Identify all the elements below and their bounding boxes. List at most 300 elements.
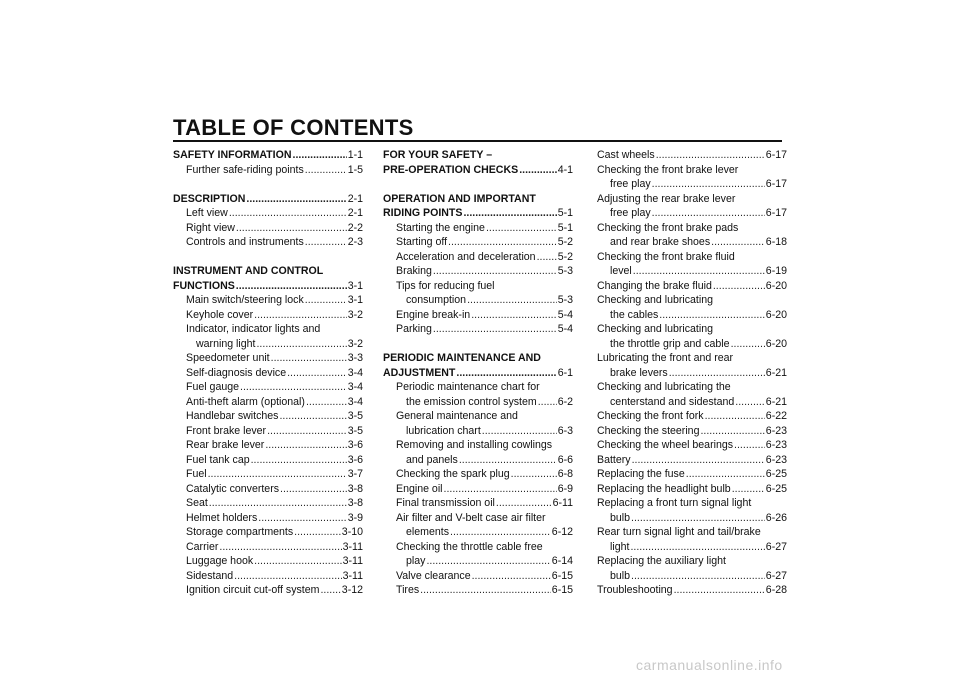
toc-page-number: 6-3 <box>557 424 573 437</box>
toc-entry-title: Carrier <box>186 540 219 553</box>
toc-entry-title: ADJUSTMENT <box>383 366 456 379</box>
toc-page-number: 3-11 <box>342 555 363 567</box>
toc-entry <box>173 221 363 236</box>
toc-entry <box>597 482 787 497</box>
dot-leader <box>735 395 765 410</box>
toc-page-number: 5-2 <box>557 236 573 248</box>
toc-page-number: 1-5 <box>347 163 363 176</box>
toc-entry <box>173 395 363 410</box>
dot-leader <box>656 148 765 163</box>
toc-entry <box>383 525 573 540</box>
dot-leader <box>448 235 557 250</box>
toc-entry-title: Indicator, indicator lights and <box>186 323 321 335</box>
toc-page-number: 6-23 <box>765 439 787 451</box>
dot-leader <box>459 453 557 468</box>
toc-entry <box>383 424 573 439</box>
toc-entry-title: Checking the throttle cable free <box>396 540 543 553</box>
toc-entry <box>173 540 363 555</box>
dot-leader <box>630 540 764 555</box>
toc-page-number: 2-2 <box>347 221 363 234</box>
toc-entry <box>383 569 573 584</box>
toc-entry <box>173 235 363 250</box>
toc-page-number: 3-6 <box>347 453 363 466</box>
dot-leader <box>280 482 347 497</box>
toc-entry <box>597 148 787 163</box>
toc-entry <box>173 163 363 178</box>
toc-entry <box>597 351 787 366</box>
toc-section-entry <box>173 192 363 207</box>
dot-leader <box>731 337 765 352</box>
toc-entry-title: bulb <box>610 569 631 582</box>
toc-page-number: 3-8 <box>347 482 363 495</box>
toc-entry-title: Main switch/steering lock <box>186 294 304 306</box>
dot-leader <box>271 351 347 366</box>
toc-section-entry <box>383 163 573 178</box>
toc-entry-title: Parking <box>396 323 432 335</box>
toc-entry-title: General maintenance and <box>396 410 518 422</box>
toc-entry <box>173 496 363 511</box>
toc-page-number: 2-1 <box>347 207 363 219</box>
toc-page-number: 6-23 <box>765 424 787 437</box>
toc-entry-title: Valve clearance <box>396 569 471 582</box>
toc-entry-title: Removing and installing cowlings <box>396 439 553 451</box>
toc-page-number: 6-26 <box>765 511 787 524</box>
toc-page-number: 6-18 <box>765 236 787 248</box>
toc-section-heading: INSTRUMENT AND CONTROL <box>173 265 324 277</box>
toc-entry <box>383 453 573 468</box>
toc-page-number: 6-12 <box>551 526 573 538</box>
toc-entry <box>597 554 787 569</box>
dot-leader <box>254 308 347 323</box>
toc-column-1 <box>173 148 363 598</box>
toc-page-number: 5-3 <box>557 294 573 306</box>
toc-entry <box>173 409 363 424</box>
dot-leader <box>208 467 347 482</box>
toc-entry <box>597 279 787 294</box>
toc-column-2 <box>383 148 573 598</box>
dot-leader <box>669 366 765 381</box>
toc-entry-title: Self-diagnosis device <box>186 366 287 379</box>
toc-page-number: 5-3 <box>557 265 573 277</box>
toc-entry <box>597 395 787 410</box>
toc-entry-title: Helmet holders <box>186 511 258 524</box>
toc-entry-title: Catalytic converters <box>186 482 280 495</box>
toc-entry <box>383 250 573 265</box>
dot-leader <box>496 496 552 511</box>
toc-entry-title: Fuel gauge <box>186 381 240 393</box>
toc-page-number: 6-8 <box>557 468 573 480</box>
dot-leader <box>463 206 556 221</box>
dot-leader <box>686 467 765 482</box>
dot-leader <box>633 264 765 279</box>
toc-entry <box>173 366 363 381</box>
toc-page-number: 3-9 <box>347 511 363 524</box>
dot-leader <box>306 395 347 410</box>
toc-entry-title: Speedometer unit <box>186 352 270 364</box>
dot-leader <box>472 569 551 584</box>
dot-leader <box>305 163 347 178</box>
dot-leader <box>426 554 550 569</box>
toc-page-number: 6-15 <box>551 584 573 596</box>
toc-page-number: 3-12 <box>341 584 363 596</box>
toc-page-number: 2-1 <box>347 192 363 205</box>
toc-entry-title: Replacing the fuse <box>597 468 685 480</box>
dot-leader <box>674 583 765 598</box>
dot-leader <box>511 467 557 482</box>
toc-page-number: 6-23 <box>765 453 787 466</box>
toc-entry <box>173 453 363 468</box>
toc-entry-title: Fuel tank cap <box>186 453 250 466</box>
dot-leader <box>234 569 341 584</box>
dot-leader <box>659 308 765 323</box>
toc-entry <box>597 540 787 555</box>
toc-page-number: 3-1 <box>347 294 363 306</box>
dot-leader <box>240 380 347 395</box>
dot-leader <box>420 583 551 598</box>
toc-entry-title: Further safe-riding points <box>186 163 304 176</box>
dot-leader <box>433 322 557 337</box>
toc-entry-title: bulb <box>610 511 631 524</box>
toc-entry-title: FUNCTIONS <box>173 279 235 292</box>
toc-entry-title: free play <box>610 207 651 219</box>
toc-entry <box>383 279 573 294</box>
page-title: TABLE OF CONTENTS <box>173 115 414 140</box>
toc-entry-title: Periodic maintenance chart for <box>396 381 540 393</box>
toc-entry <box>173 525 363 540</box>
toc-entry <box>383 467 573 482</box>
dot-leader <box>209 496 347 511</box>
toc-page-number: 6-9 <box>557 482 573 495</box>
toc-page-number: 3-8 <box>347 497 363 509</box>
toc-page-number: 6-1 <box>557 366 573 379</box>
dot-leader <box>631 569 765 584</box>
toc-entry-title: Right view <box>186 221 235 234</box>
dot-leader <box>538 395 557 410</box>
toc-entry-title: the cables <box>610 308 659 321</box>
dot-leader <box>456 366 556 381</box>
toc-page-number: 6-17 <box>765 207 787 219</box>
toc-page-number: 6-17 <box>765 178 787 190</box>
toc-entry <box>173 351 363 366</box>
toc-entry-title: Checking the front fork <box>597 410 704 422</box>
toc-page-number: 5-4 <box>557 323 573 335</box>
toc-entry-title: and rear brake shoes <box>610 236 711 248</box>
toc-entry <box>597 583 787 598</box>
toc-entry-title: Seat <box>186 497 208 509</box>
toc-entry-title: Checking the front brake pads <box>597 221 739 234</box>
toc-entry-title: Adjusting the rear brake lever <box>597 192 736 205</box>
toc-section-entry <box>383 366 573 381</box>
dot-leader <box>305 235 347 250</box>
toc-entry <box>597 525 787 540</box>
toc-entry <box>597 206 787 221</box>
toc-section-entry <box>173 148 363 163</box>
dot-leader <box>652 206 765 221</box>
toc-entry <box>173 380 363 395</box>
toc-entry-title: Anti-theft alarm (optional) <box>186 395 305 408</box>
dot-leader <box>711 235 765 250</box>
dot-leader <box>236 221 347 236</box>
toc-entry <box>383 235 573 250</box>
toc-entry-title: Controls and instruments <box>186 236 304 248</box>
toc-page-number: 6-25 <box>765 482 787 495</box>
toc-page-number: 6-22 <box>765 410 787 422</box>
toc-entry-title: Checking and lubricating <box>597 294 714 306</box>
toc-entry-title: RIDING POINTS <box>383 207 463 219</box>
toc-entry-title: Lubricating the front and rear <box>597 352 734 364</box>
toc-entry-title: free play <box>610 178 651 190</box>
toc-entry-title: Ignition circuit cut-off system <box>186 584 320 596</box>
toc-entry-title: level <box>610 265 632 277</box>
dot-leader <box>700 424 764 439</box>
toc-entry-title: Checking the front brake fluid <box>597 250 735 263</box>
toc-page-number: 3-1 <box>347 279 363 292</box>
toc-entry-title: the throttle grip and cable <box>610 337 730 350</box>
toc-entry-title: play <box>406 555 426 567</box>
toc-page-number: 6-21 <box>765 366 787 379</box>
toc-entry <box>597 424 787 439</box>
toc-entry <box>173 554 363 569</box>
toc-entry-title: Acceleration and deceleration <box>396 250 536 263</box>
toc-entry-title: Checking and lubricating <box>597 323 714 335</box>
toc-entry-title: Checking the steering <box>597 424 700 437</box>
toc-page-number: 3-7 <box>347 468 363 480</box>
toc-entry <box>383 395 573 410</box>
toc-entry <box>597 467 787 482</box>
toc-entry <box>597 250 787 265</box>
dot-leader <box>254 554 341 569</box>
dot-leader <box>265 438 346 453</box>
toc-entry <box>173 583 363 598</box>
dot-leader <box>293 148 347 163</box>
toc-entry <box>597 569 787 584</box>
toc-page-number: 6-20 <box>765 279 787 292</box>
toc-entry-title: Engine oil <box>396 482 443 495</box>
toc-page-number: 6-6 <box>557 453 573 466</box>
toc-entry <box>173 482 363 497</box>
toc-entry-title: Keyhole cover <box>186 308 254 321</box>
toc-entry-title: SAFETY INFORMATION <box>173 149 292 161</box>
toc-entry-title: Replacing the auxiliary light <box>597 555 726 567</box>
toc-page-number: 5-1 <box>557 221 573 234</box>
dot-leader <box>631 511 765 526</box>
toc-page-number: 6-28 <box>765 584 787 596</box>
toc-page-number: 3-4 <box>347 395 363 408</box>
toc-entry-title: Rear turn signal light and tail/brake <box>597 526 761 538</box>
toc-page-number: 3-10 <box>341 526 363 538</box>
toc-page-number: 3-2 <box>347 308 363 321</box>
toc-entry-title: Replacing a front turn signal light <box>597 497 752 509</box>
toc-entry <box>383 496 573 511</box>
toc-page-number: 3-4 <box>347 381 363 393</box>
toc-entry-title: elements <box>406 526 449 538</box>
toc-page-number: 6-25 <box>765 468 787 480</box>
toc-page-number: 6-11 <box>552 497 573 509</box>
toc-entry-title: Engine break-in <box>396 308 471 321</box>
toc-entry-title: Checking the front brake lever <box>597 163 739 176</box>
toc-page-number: 6-20 <box>765 308 787 321</box>
toc-entry-title: brake levers <box>610 366 668 379</box>
toc-page-number: 3-11 <box>342 540 363 553</box>
dot-leader <box>229 206 347 221</box>
toc-entry <box>173 511 363 526</box>
dot-leader <box>519 163 557 178</box>
dot-leader <box>450 525 551 540</box>
toc-entry <box>597 438 787 453</box>
toc-entry <box>383 554 573 569</box>
toc-entry <box>597 192 787 207</box>
toc-entry <box>597 511 787 526</box>
toc-entry-title: lubrication chart <box>406 424 481 437</box>
toc-entry <box>383 540 573 555</box>
toc-entry-title: PRE-OPERATION CHECKS <box>383 163 519 176</box>
dot-leader <box>486 221 557 236</box>
toc-entry <box>383 221 573 236</box>
dot-leader <box>305 293 347 308</box>
dot-leader <box>444 482 557 497</box>
toc-page-number: 1-1 <box>347 149 363 161</box>
dot-leader <box>652 177 765 192</box>
toc-page-number: 6-14 <box>551 555 573 567</box>
toc-entry-title: Battery <box>597 453 631 466</box>
toc-entry <box>597 163 787 178</box>
dot-leader <box>734 438 765 453</box>
toc-section-entry <box>383 206 573 221</box>
toc-page-number: 6-20 <box>765 337 787 350</box>
toc-entry-title: Handlebar switches <box>186 410 279 422</box>
toc-entry-title: consumption <box>406 294 467 306</box>
toc-column-3 <box>597 148 787 598</box>
toc-entry <box>173 569 363 584</box>
toc-entry <box>597 308 787 323</box>
toc-entry <box>173 467 363 482</box>
dot-leader <box>732 482 765 497</box>
toc-entry <box>597 322 787 337</box>
toc-entry <box>383 293 573 308</box>
toc-entry <box>597 293 787 308</box>
dot-leader <box>471 308 556 323</box>
toc-entry <box>173 308 363 323</box>
dot-leader <box>219 540 341 555</box>
toc-entry-title: warning light <box>196 337 256 350</box>
toc-entry <box>173 438 363 453</box>
toc-entry <box>173 337 363 352</box>
toc-entry <box>597 496 787 511</box>
dot-leader <box>433 264 557 279</box>
toc-entry-title: Starting off <box>396 236 448 248</box>
toc-entry-title: light <box>610 540 630 553</box>
toc-entry <box>383 438 573 453</box>
toc-entry <box>597 177 787 192</box>
toc-entry-title: Tires <box>396 584 420 596</box>
toc-page-number: 3-4 <box>347 366 363 379</box>
toc-entry <box>597 409 787 424</box>
toc-entry-title: Sidestand <box>186 569 234 582</box>
toc-page-number: 4-1 <box>557 163 573 176</box>
toc-page-number: 6-27 <box>765 569 787 582</box>
toc-entry <box>597 264 787 279</box>
toc-entry <box>173 322 363 337</box>
toc-entry-title: and panels <box>406 453 458 466</box>
toc-entry-title: Final transmission oil <box>396 497 495 509</box>
dot-leader <box>713 279 765 294</box>
toc-entry <box>383 511 573 526</box>
toc-page-number: 6-19 <box>765 265 787 277</box>
dot-leader <box>251 453 347 468</box>
toc-page-number: 5-1 <box>557 207 573 219</box>
toc-entry-title: Fuel <box>186 468 207 480</box>
toc-page-number: 6-2 <box>557 395 573 408</box>
toc-page-number: 6-27 <box>765 540 787 553</box>
toc-section-entry <box>173 279 363 294</box>
toc-entry-title: Tips for reducing fuel <box>396 279 495 292</box>
watermark: carmanualsonline.info <box>636 657 783 673</box>
toc-page-number: 3-5 <box>347 424 363 437</box>
toc-entry-title: the emission control system <box>406 395 537 408</box>
toc-entry-title: Front brake lever <box>186 424 267 437</box>
toc-page-number: 3-11 <box>342 569 363 582</box>
toc-entry <box>173 424 363 439</box>
toc-entry-title: Rear brake lever <box>186 439 265 451</box>
toc-entry-title: Left view <box>186 207 228 219</box>
toc-entry-title: Luggage hook <box>186 555 254 567</box>
toc-entry-title: Troubleshooting <box>597 584 673 596</box>
toc-entry <box>383 264 573 279</box>
toc-entry-title: Cast wheels <box>597 149 655 161</box>
toc-entry-title: Changing the brake fluid <box>597 279 712 292</box>
toc-page-number: 6-17 <box>765 149 787 161</box>
toc-entry <box>383 583 573 598</box>
dot-leader <box>236 279 347 294</box>
dot-leader <box>320 583 340 598</box>
toc-entry <box>383 308 573 323</box>
toc-page-number: 2-3 <box>347 236 363 248</box>
toc-entry <box>383 322 573 337</box>
toc-entry <box>597 337 787 352</box>
toc-entry-title: Air filter and V-belt case air filter <box>396 511 546 524</box>
toc-section-heading: PERIODIC MAINTENANCE AND <box>383 352 541 364</box>
toc-entry <box>383 482 573 497</box>
dot-leader <box>632 453 765 468</box>
toc-page-number: 6-15 <box>551 569 573 582</box>
toc-entry <box>597 235 787 250</box>
toc-entry-title: centerstand and sidestand <box>610 395 735 408</box>
toc-entry <box>597 380 787 395</box>
toc-entry-title: Starting the engine <box>396 221 485 234</box>
toc-section-heading: FOR YOUR SAFETY – <box>383 149 493 161</box>
dot-leader <box>537 250 557 265</box>
toc-entry <box>597 221 787 236</box>
toc-entry <box>383 380 573 395</box>
toc-entry <box>383 409 573 424</box>
dot-leader <box>705 409 765 424</box>
dot-leader <box>267 424 347 439</box>
toc-entry-title: Checking and lubricating the <box>597 381 731 393</box>
toc-entry-title: Replacing the headlight bulb <box>597 482 731 495</box>
toc-entry-title: Checking the wheel bearings <box>597 439 734 451</box>
toc-page-number: 6-21 <box>765 395 787 408</box>
dot-leader <box>467 293 557 308</box>
toc-page-number: 3-6 <box>347 439 363 451</box>
toc-page-number: 5-2 <box>557 250 573 263</box>
toc-entry-title: DESCRIPTION <box>173 192 246 205</box>
toc-entry <box>597 366 787 381</box>
dot-leader <box>279 409 346 424</box>
dot-leader <box>482 424 557 439</box>
toc-entry <box>597 453 787 468</box>
dot-leader <box>256 337 346 352</box>
toc-page-number: 3-3 <box>347 352 363 364</box>
